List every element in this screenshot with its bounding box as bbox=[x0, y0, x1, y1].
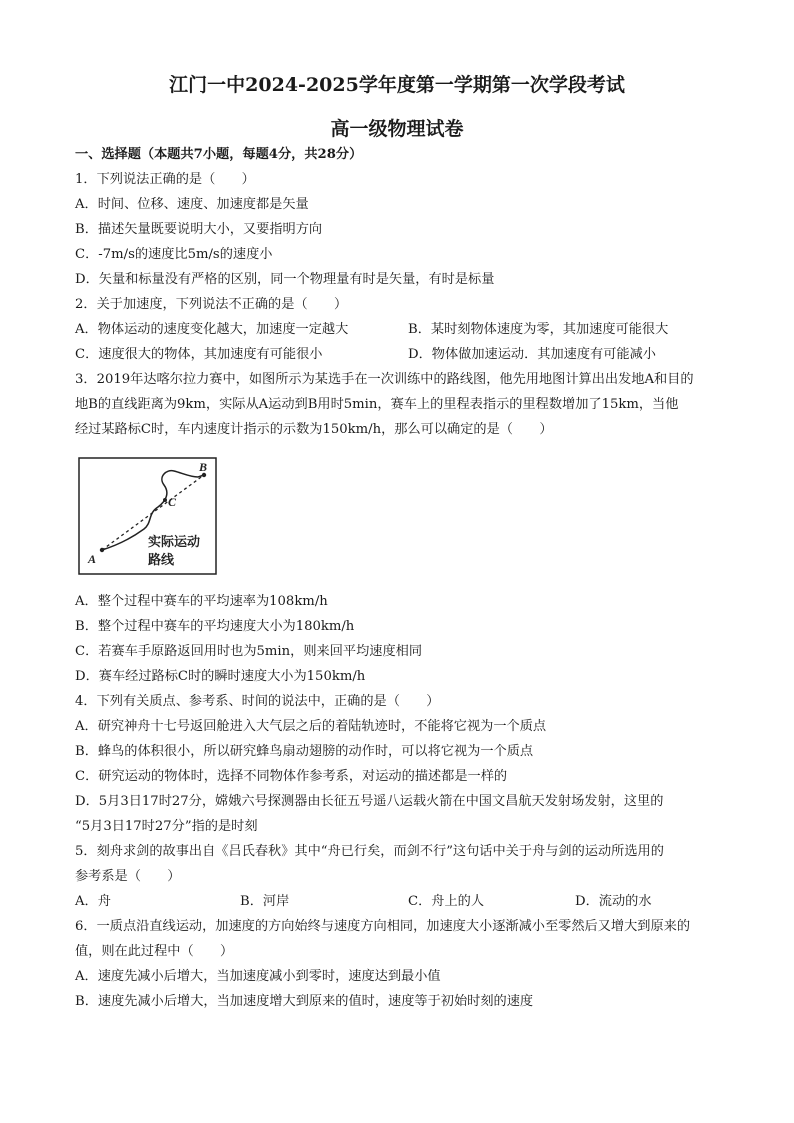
q1-option-d: D．矢量和标量没有严格的区别，同一个物理量有时是矢量，有时是标量 bbox=[75, 272, 495, 287]
q3-stem-line2: 地B的直线距离为9km，实际从A运动到B用时5min，赛车上的里程表指示的里程数增加了15km，当他 bbox=[75, 397, 679, 412]
q5-stem-line1: 5．刻舟求剑的故事出自《吕氏春秋》其中“舟已行矣，而剑不行”这句话中关于舟与剑的运动所选用的 bbox=[75, 844, 664, 859]
q4-option-a: A．研究神舟十七号返回舱进入大气层之后的着陆轨迹时，不能将它视为一个质点 bbox=[75, 719, 547, 734]
label-a: A bbox=[88, 552, 97, 566]
label-c: C bbox=[168, 495, 177, 509]
q2-option-c: C．速度很大的物体，其加速度有可能很小 bbox=[75, 347, 323, 362]
q3-option-c: C．若赛车手原路返回用时也为5min，则来回平均速度相同 bbox=[75, 644, 423, 659]
q4-option-c: C．研究运动的物体时，选择不同物体作参考系，对运动的描述都是一样的 bbox=[75, 769, 508, 784]
q4-option-d-line2: “5月3日17时27分”指的是时刻 bbox=[75, 819, 258, 834]
point-c-dot bbox=[163, 498, 167, 502]
q3-stem-line3: 经过某路标C时，车内速度计指示的示数为150km/h，那么可以确定的是（ ） bbox=[75, 422, 553, 437]
q2-option-d: D．物体做加速运动．其加速度有可能减小 bbox=[408, 347, 656, 362]
caption-line2: 路线 bbox=[148, 553, 175, 568]
q5-option-d: D．流动的水 bbox=[575, 894, 652, 909]
q6-option-a: A．速度先减小后增大，当加速度减小到零时，速度达到最小值 bbox=[75, 969, 441, 984]
q2-option-a: A．物体运动的速度变化越大，加速度一定越大 bbox=[75, 322, 349, 337]
q3-stem-line1: 3．2019年达喀尔拉力赛中，如图所示为某选手在一次训练中的路线图，他先用地图计算出出发地A和目的 bbox=[75, 372, 694, 387]
q4-option-b: B．蜂鸟的体积很小，所以研究蜂鸟扇动翅膀的动作时，可以将它视为一个质点 bbox=[75, 744, 534, 759]
q3-option-d: D．赛车经过路标C时的瞬时速度大小为150km/h bbox=[75, 669, 366, 684]
section-heading: 一、选择题（本题共7小题，每题4分，共28分） bbox=[75, 147, 363, 162]
exam-title: 江门一中2024-2025学年度第一学期第一次学段考试 bbox=[169, 74, 625, 96]
q1-option-a: A．时间、位移、速度、加速度都是矢量 bbox=[75, 197, 309, 212]
q1-stem: 1．下列说法正确的是（ ） bbox=[75, 172, 255, 187]
point-a-dot bbox=[100, 548, 104, 552]
q6-stem-line2: 值，则在此过程中（ ） bbox=[75, 944, 234, 959]
q4-stem: 4．下列有关质点、参考系、时间的说法中，正确的是（ ） bbox=[75, 694, 440, 709]
route-diagram bbox=[78, 457, 217, 575]
exam-subtitle: 高一级物理试卷 bbox=[330, 118, 464, 140]
caption-line1: 实际运动 bbox=[148, 535, 201, 550]
q1-option-b: B．描述矢量既要说明大小，又要指明方向 bbox=[75, 222, 323, 237]
q1-option-c: C．-7m/s的速度比5m/s的速度小 bbox=[75, 247, 273, 262]
q3-option-b: B．整个过程中赛车的平均速度大小为180km/h bbox=[75, 619, 355, 634]
label-b: B bbox=[199, 460, 208, 474]
q5-stem-line2: 参考系是（ ） bbox=[75, 869, 181, 884]
q6-stem-line1: 6．一质点沿直线运动，加速度的方向始终与速度方向相同，加速度大小逐渐减小至零然后又增大到原来的 bbox=[75, 919, 691, 934]
q2-option-b: B．某时刻物体速度为零，其加速度可能很大 bbox=[408, 322, 669, 337]
q5-option-c: C．舟上的人 bbox=[408, 894, 485, 909]
q4-option-d-line1: D．5月3日17时27分，嫦娥六号探测器由长征五号遥八运载火箭在中国文昌航天发射场发射，这里的 bbox=[75, 794, 664, 809]
q3-option-a: A．整个过程中赛车的平均速率为108km/h bbox=[75, 594, 328, 609]
q5-option-a: A．舟 bbox=[75, 894, 111, 909]
q2-stem: 2．关于加速度，下列说法不正确的是（ ） bbox=[75, 297, 348, 312]
q5-option-b: B．河岸 bbox=[240, 894, 290, 909]
q6-option-b: B．速度先减小后增大，当加速度增大到原来的值时，速度等于初始时刻的速度 bbox=[75, 994, 534, 1009]
